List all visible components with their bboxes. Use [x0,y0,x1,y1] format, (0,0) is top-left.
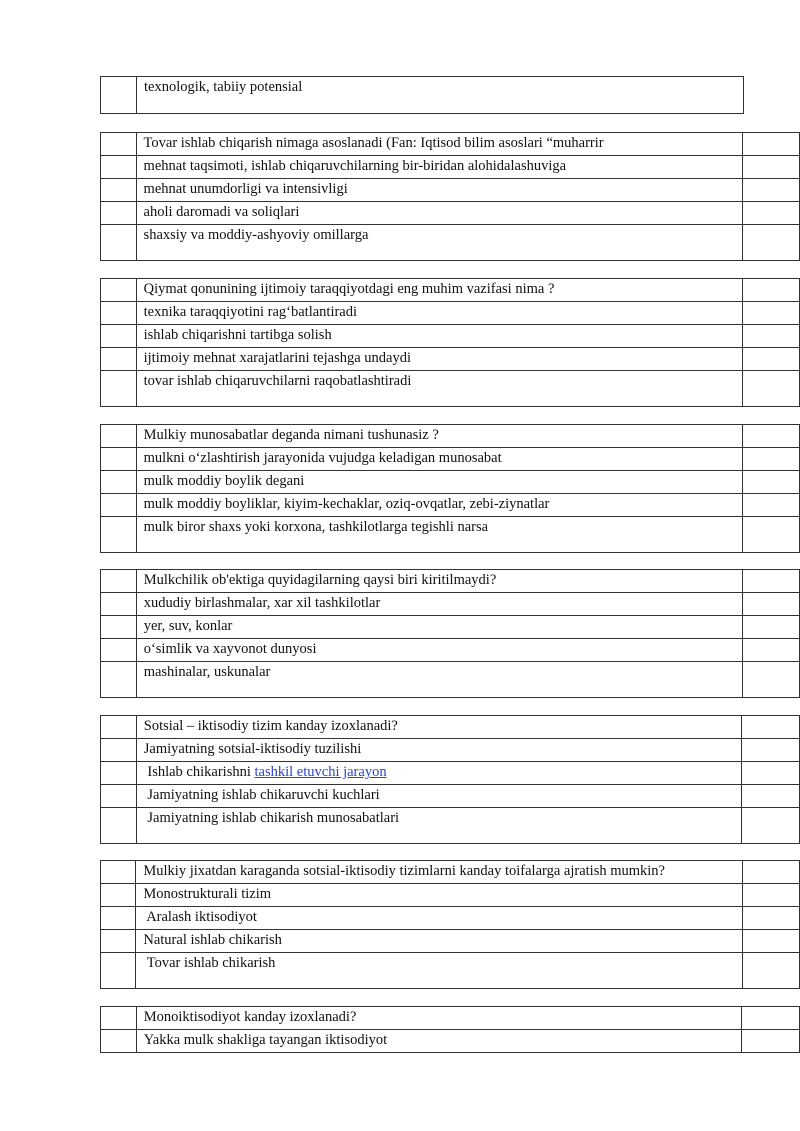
question-block-5 [100,715,800,844]
number-cell [101,762,137,785]
mark-cell [742,156,799,179]
question-text: Tovar ishlab chiqarish nimaga asoslanadi (Fan: Iqtisod bilim asoslari “muharrir [136,133,742,156]
option-text: mulk biror shaxs yoki korxona, tashkilotlarga tegishli narsa [136,517,742,553]
mark-cell [742,1007,800,1030]
table-row [101,1030,800,1053]
table-row [101,156,800,179]
number-cell [101,77,137,114]
number-cell [101,517,137,553]
mark-cell [742,785,800,808]
mark-cell [742,716,800,739]
table-row [101,279,800,302]
question-text: Qiymat qonunining ijtimoiy taraqqiyotdagi eng muhim vazifasi nima ? [136,279,742,302]
option-text [136,762,742,785]
mark-cell [742,471,799,494]
table-row [101,471,800,494]
table-row [101,517,800,553]
mark-cell [742,662,800,698]
table-row [101,1007,800,1030]
option-text: texnika taraqqiyotini rag‘batlantiradi [136,302,742,325]
option-text: shaxsiy va moddiy-ashyoviy omillarga [136,225,742,261]
number-cell [101,425,137,448]
option-text: aholi daromadi va soliqlari [136,202,742,225]
mark-cell [742,202,799,225]
option-text: Natural ishlab chikarish [136,930,743,953]
question-block-4 [100,569,800,698]
number-cell [101,953,136,989]
number-cell [101,448,137,471]
option-text: Jamiyatning ishlab chikarish munosabatlari [136,808,742,844]
number-cell [101,471,137,494]
table-row [101,716,800,739]
number-cell [101,1030,137,1053]
option-prefix: Ishlab chikarishni [143,764,255,780]
table-row [101,593,800,616]
question-block-2 [100,278,800,407]
mark-cell [742,225,799,261]
mark-cell [742,371,799,407]
option-text: texnologik, tabiiy potensial [137,77,744,114]
question-block-1 [100,132,800,261]
answer-block-0 [100,76,744,114]
mark-cell [742,302,799,325]
table-row [101,762,800,785]
table-row [101,808,800,844]
mark-cell [742,739,800,762]
mark-cell [742,953,799,989]
table-row [101,202,800,225]
mark-cell [742,570,800,593]
number-cell [101,133,137,156]
option-text: xududiy birlashmalar, xar xil tashkilotlar [136,593,742,616]
table-row [101,930,800,953]
mark-cell [742,930,799,953]
option-text: mehnat unumdorligi va intensivligi [136,179,742,202]
number-cell [101,639,137,662]
table-row [101,907,800,930]
mark-cell [742,884,799,907]
table-row [101,494,800,517]
table-row [101,179,800,202]
option-text: ijtimoiy mehnat xarajatlarini tejashga undaydi [136,348,742,371]
table-row [101,448,800,471]
table-row [101,953,800,989]
option-text: o‘simlik va xayvonot dunyosi [136,639,742,662]
mark-cell [742,861,799,884]
table-row [101,861,800,884]
mark-cell [742,133,799,156]
table-row [101,348,800,371]
option-text: mulk moddiy boyliklar, kiyim-kechaklar, oziq-ovqatlar, zebi-ziynatlar [136,494,742,517]
table-row [101,570,800,593]
table-row [101,77,744,114]
mark-cell [742,907,799,930]
mark-cell [742,1030,800,1053]
question-block-3 [100,424,800,553]
table-row [101,639,800,662]
table-row [101,371,800,407]
number-cell [101,593,137,616]
table-row [101,739,800,762]
question-block-7 [100,1006,800,1053]
mark-cell [742,639,800,662]
option-text: Yakka mulk shakliga tayangan iktisodiyot [136,1030,742,1053]
number-cell [101,179,137,202]
table-row [101,425,800,448]
number-cell [101,156,137,179]
mark-cell [742,616,800,639]
question-text: Sotsial – iktisodiy tizim kanday izoxlanadi? [136,716,742,739]
number-cell [101,348,137,371]
option-text: mulk moddiy boylik degani [136,471,742,494]
option-text: Monostrukturali tizim [136,884,743,907]
number-cell [101,861,136,884]
option-text: mulkni o‘zlashtirish jarayonida vujudga keladigan munosabat [136,448,742,471]
number-cell [101,716,137,739]
number-cell [101,279,137,302]
number-cell [101,884,136,907]
mark-cell [742,494,799,517]
mark-cell [742,448,799,471]
table-row [101,225,800,261]
mark-cell [742,593,800,616]
number-cell [101,808,137,844]
mark-cell [742,517,799,553]
question-text: Monoiktisodiyot kanday izoxlanadi? [136,1007,742,1030]
number-cell [101,302,137,325]
question-block-6 [100,860,800,989]
option-text: mehnat taqsimoti, ishlab chiqaruvchilarning bir-biridan alohidalashuviga [136,156,742,179]
table-row [101,133,800,156]
table-row [101,662,800,698]
mark-cell [742,179,799,202]
number-cell [101,202,137,225]
option-text: tovar ishlab chiqaruvchilarni raqobatlashtiradi [136,371,742,407]
mark-cell [742,808,800,844]
mark-cell [742,325,799,348]
mark-cell [742,425,799,448]
table-row [101,884,800,907]
option-text: Aralash iktisodiyot [136,907,743,930]
number-cell [101,907,136,930]
option-text: Jamiyatning sotsial-iktisodiy tuzilishi [136,739,742,762]
question-text: Mulkiy munosabatlar deganda nimani tushunasiz ? [136,425,742,448]
table-row [101,302,800,325]
number-cell [101,616,137,639]
table-row [101,325,800,348]
option-text: Tovar ishlab chikarish [136,953,743,989]
number-cell [101,1007,137,1030]
option-text: yer, suv, konlar [136,616,742,639]
table-row [101,616,800,639]
number-cell [101,785,137,808]
mark-cell [742,762,800,785]
mark-cell [742,279,799,302]
number-cell [101,570,137,593]
option-text: ishlab chiqarishni tartibga solish [136,325,742,348]
number-cell [101,739,137,762]
number-cell [101,325,137,348]
number-cell [101,930,136,953]
option-text: mashinalar, uskunalar [136,662,742,698]
tashkil-link[interactable]: tashkil etuvchi jarayon [254,764,387,780]
table-row [101,785,800,808]
question-text: Mulkchilik ob'ektiga quyidagilarning qaysi biri kiritilmaydi? [136,570,742,593]
number-cell [101,371,137,407]
mark-cell [742,348,799,371]
number-cell [101,494,137,517]
number-cell [101,662,137,698]
option-text: Jamiyatning ishlab chikaruvchi kuchlari [136,785,742,808]
question-text: Mulkiy jixatdan karaganda sotsial-iktisodiy tizimlarni kanday toifalarga ajratish mumkin? [136,861,743,884]
number-cell [101,225,137,261]
